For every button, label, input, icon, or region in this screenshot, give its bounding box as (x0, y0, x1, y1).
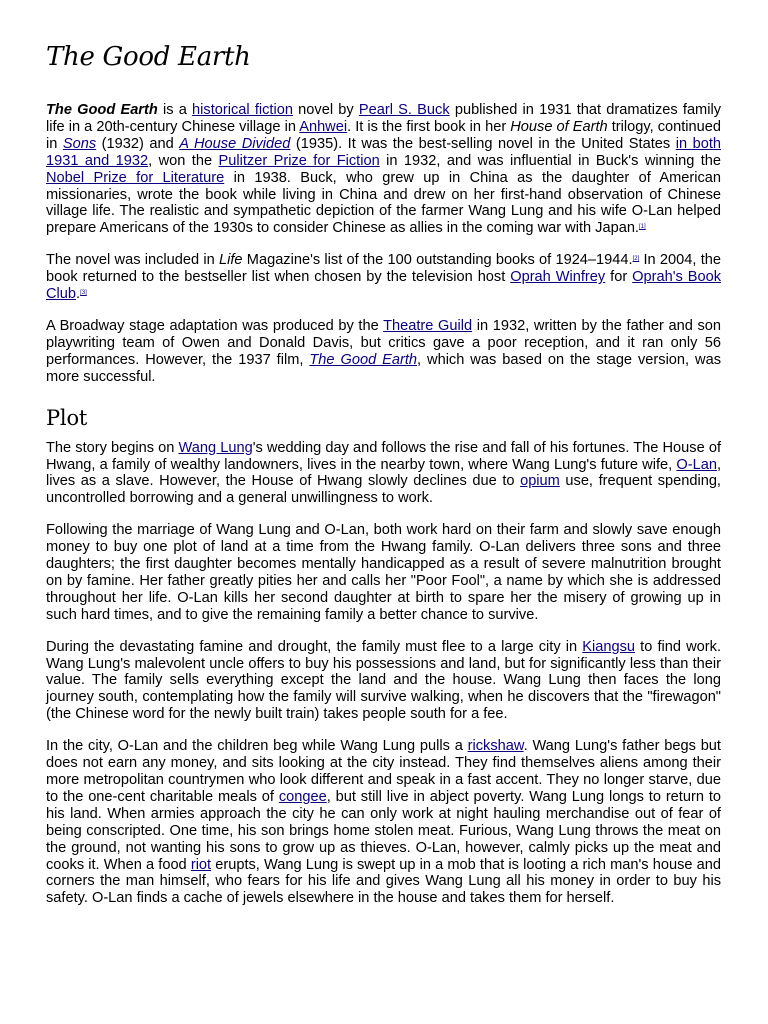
plot-paragraph-2: Following the marriage of Wang Lung and O-Lan, both work hard on their farm and slowly save enough money to buy one plot of land at a time from the Hwang family. O-Lan delivers three sons and three daughters; the first daughter becomes mentally handicapped as a result of severe malnutrition brought on by famine. Her father greatly pities her and calls her "Poor Fool", a name by which she is addressed throughout her life. O-Lan kills her second daughter at birth to spare her the misery of growing up in such hard times, and to give the remaining family a better chance to survive. (46, 522, 721, 623)
text: The story begins on (46, 439, 179, 456)
link-pulitzer-prize[interactable]: Pulitzer Prize for Fiction (218, 152, 380, 169)
text: A Broadway stage adaptation was produced by the (46, 317, 384, 334)
text: in 1938. Buck, who grew up in China as the daughter of American missionaries, wrote the book while living in China and drew on her first-hand observation of Chinese village life. The realistic and sympathetic depiction of the farmer Wang Lung and his wife O-Lan helped prepare Americans of the 1930s to consider Chinese as allies in the coming war with Japan. (46, 169, 722, 237)
link-riot[interactable]: riot (190, 856, 212, 873)
link-opium[interactable]: opium (520, 473, 560, 490)
text: in 1932, and was influential in Buck's winning the (379, 152, 722, 169)
link-a-house-divided[interactable]: A House Divided (179, 135, 291, 152)
link-historical-fiction[interactable]: historical fiction (192, 102, 293, 118)
link-kiangsu[interactable]: Kiangsu (582, 638, 636, 655)
link-anhwei[interactable]: Anhwei (299, 118, 348, 135)
plot-paragraph-3 (46, 639, 721, 724)
text: , won the (148, 152, 219, 169)
article (46, 40, 721, 922)
text: In 2004, the book returned to the bestseller list when chosen by the television host (46, 252, 721, 286)
text: is a (157, 102, 193, 118)
intro-paragraph-1 (46, 102, 721, 237)
text: use, frequent spending, uncontrolled borrowing and a general unwillingness to work. (46, 473, 721, 507)
text: , but still live in abject poverty. Wang Lung longs to return to his land. When armies approach the city he can only work at night hauling merchandise out of fear of being conscripted. One time, his son brings home stolen meat. Furious, Wang Lung throws the meat on the ground, not wanting his sons to grow up as thieves. O-Lan, however, calmly picks up the meat and cooks it. When a food (46, 788, 721, 873)
link-congee[interactable]: congee (278, 788, 327, 805)
section-heading-plot: Plot (46, 405, 88, 430)
text: During the devastating famine and drought, the family must flee to a large city in (46, 638, 583, 655)
intro-paragraph-3 (46, 318, 721, 386)
text: . (76, 286, 81, 303)
link-pearl-s-buck[interactable]: Pearl S. Buck (358, 102, 450, 118)
text: 's wedding day and follows the rise and fall of his fortunes. The House of Hwang, a family of wealthy landowners, lives in the nearby town, where Wang Lung's future wife, (46, 439, 721, 473)
reference-label[interactable]: [1] (639, 224, 646, 231)
reference-1[interactable] (639, 224, 646, 230)
page-title: The Good Earth (46, 42, 251, 72)
intro-paragraph-2 (46, 252, 721, 303)
link-rickshaw[interactable]: rickshaw (467, 738, 524, 755)
link-oprah-winfrey[interactable]: Oprah Winfrey (510, 269, 606, 286)
link-the-good-earth-film[interactable]: The Good Earth (309, 351, 418, 368)
plot-paragraph-1 (46, 440, 721, 508)
text: trilogy, continued in (46, 118, 721, 152)
link-theatre-guild[interactable]: Theatre Guild (383, 317, 473, 334)
magazine-title: Life (219, 252, 243, 269)
link-oprahs-book-club[interactable]: Oprah's Book Club (46, 269, 722, 303)
link-wang-lung[interactable]: Wang Lung (178, 439, 253, 456)
text: (1932) and (96, 135, 180, 152)
plot-paragraph-4 (46, 738, 721, 907)
link-nobel-prize[interactable]: Nobel Prize for Literature (46, 169, 225, 186)
text: , which was based on the stage version, was more successful. (46, 351, 722, 385)
reference-3[interactable] (80, 290, 87, 296)
text: . Wang Lung's father begs but does not earn any money, and sits looking at the city instead. They find themselves aliens among their more metropolitan countrymen who look different and speak in a fast accent. They no longer starve, due to the one-cent charitable meals of (46, 738, 721, 805)
text: The novel was included in (46, 252, 220, 269)
text: . It is the first book in her (347, 118, 511, 135)
text: Magazine's list of the 100 outstanding books of 1924–1944. (242, 252, 633, 269)
link-sons[interactable]: Sons (62, 135, 97, 152)
reference-label[interactable]: [2] (632, 256, 640, 263)
text: novel by (292, 102, 359, 118)
text: erupts, Wang Lung is swept up in a mob that is looting a rich man's house and corners the man himself, who fears for his life and gives Wang Lung all his money in order to buy his safety. O-Lan finds a cache of jewels elsewhere in the house and takes them for herself. (46, 856, 721, 907)
link-in-both-1931-and-1932[interactable]: in both 1931 and 1932 (46, 135, 721, 169)
text: to find work. Wang Lung's malevolent uncle offers to buy his possessions and land, but for significantly less than their value. The family sells everything except the land and the house. Wang Lung then faces the long journey south, contemplating how the family will survive walking, when he discovers that the "firewagon" (the Chinese word for the newly built train) takes people south for a fee. (46, 638, 722, 723)
text: for (605, 269, 633, 286)
text: published in 1931 that dramatizes family life in a 20th-century Chinese village in (46, 102, 721, 135)
reference-label[interactable]: [3] (80, 290, 87, 297)
link-o-lan[interactable]: O-Lan (676, 456, 717, 473)
text: (1935). It was the best-selling novel in the United States (290, 135, 676, 152)
text: , lives as a slave. However, the House of Hwang slowly declines due to (46, 456, 721, 490)
text: in 1932, written by the father and son playwriting team of Owen and Donald Davis, but critics gave a poor reception, and it ran only 56 performances. However, the 1937 film, (46, 317, 721, 368)
book-title-bold: The Good Earth (46, 102, 158, 118)
trilogy-title: House of Earth (510, 118, 608, 135)
text: In the city, O-Lan and the children beg while Wang Lung pulls a (46, 738, 468, 755)
